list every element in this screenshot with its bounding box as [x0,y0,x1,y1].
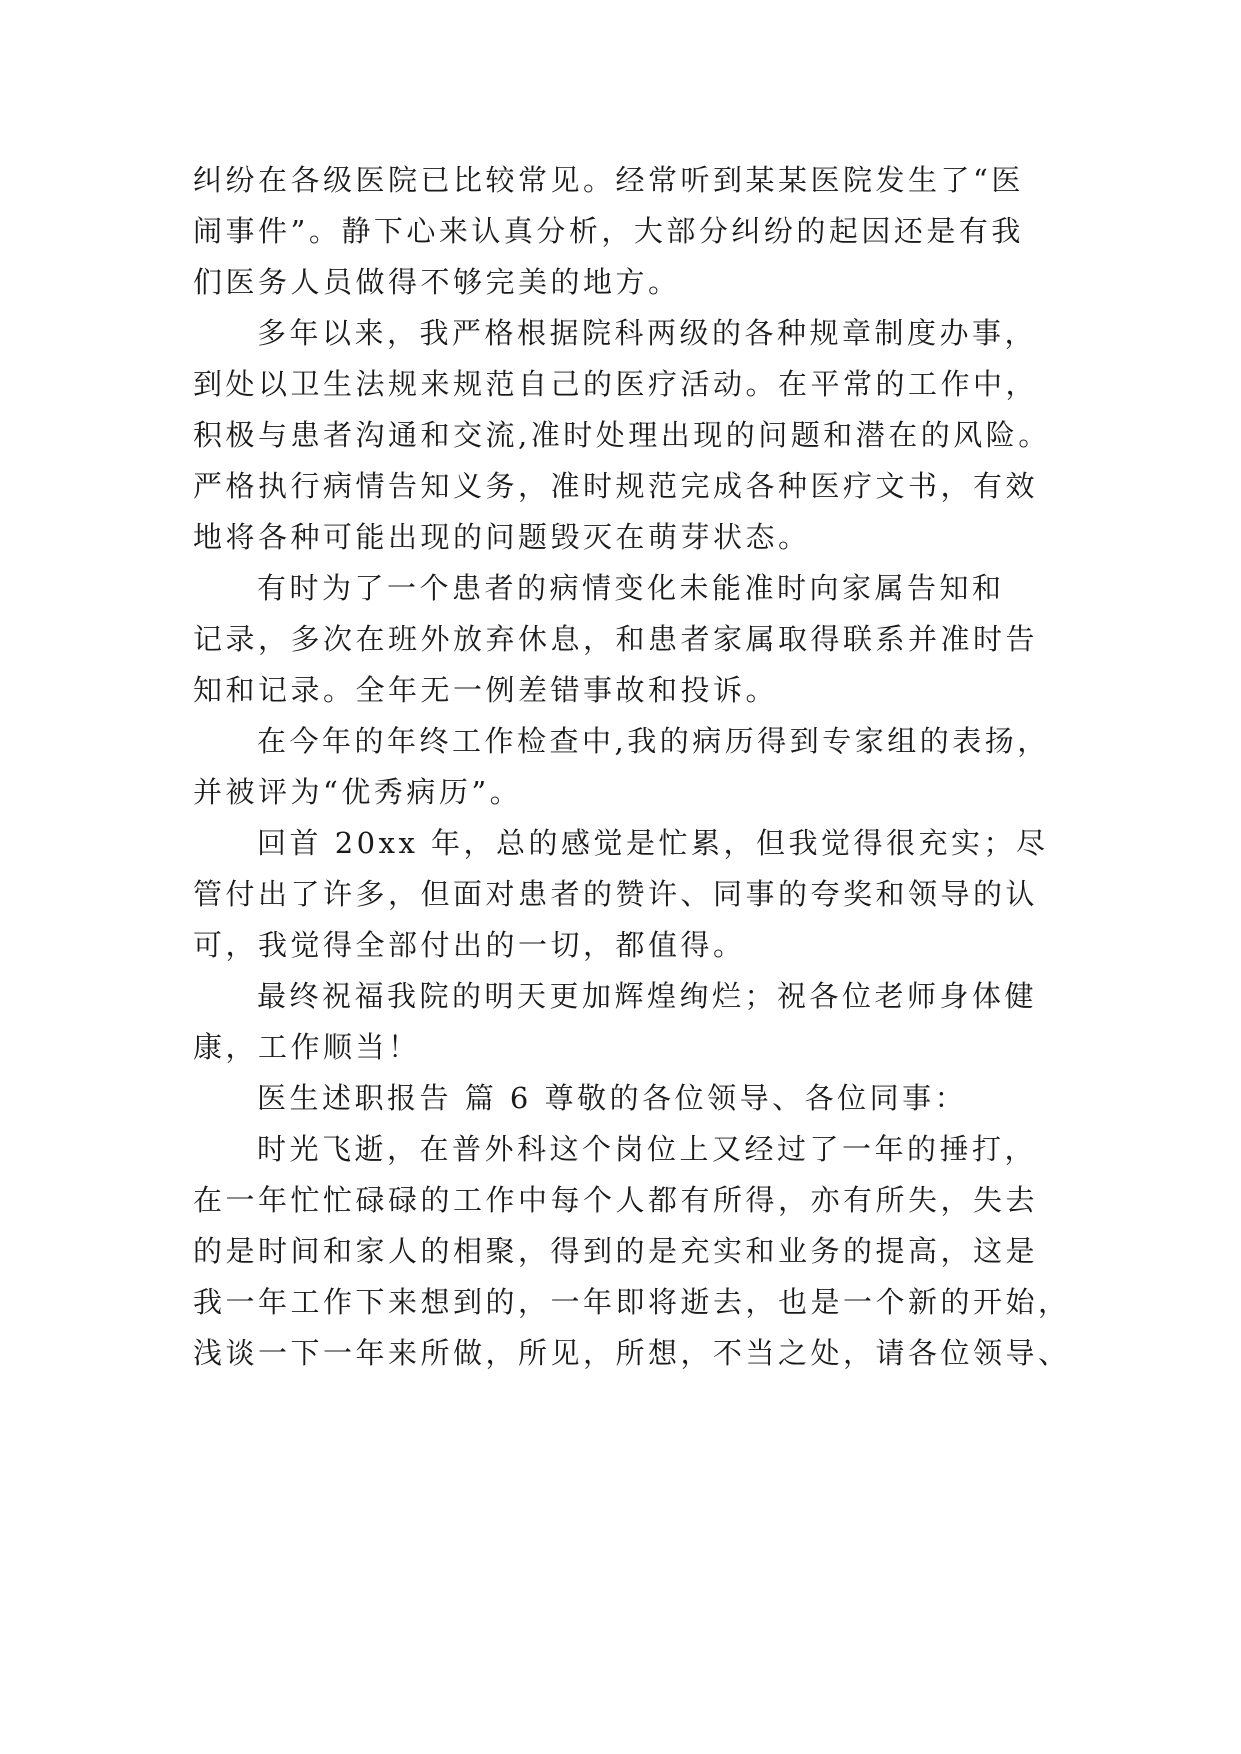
text-line: 在今年的年终工作检查中,我的病历得到专家组的表扬， [257,724,1050,758]
text-line: 回首 20xx 年，总的感觉是忙累，但我觉得很充实；尽 [257,826,1049,860]
text-line: 多年以来，我严格根据院科两级的各种规章制度办事， [257,316,1038,350]
text-line: 知和记录。全年无一例差错事故和投诉。 [193,673,779,707]
text-line: 浅谈一下一年来所做，所见，所想，不当之处，请各位领导、 [193,1336,1071,1370]
text-line: 有时为了一个患者的病情变化未能准时向家属告知和 [257,571,1005,605]
text-line: 的是时间和家人的相聚，得到的是充实和业务的提高，这是 [193,1234,1039,1268]
text-line: 并被评为“优秀病历”。 [193,775,523,809]
text-line: 闹事件”。静下心来认真分析，大部分纠纷的起因还是有我 [193,214,1024,248]
text-line: 严格执行病情告知义务，准时规范完成各种医疗文书，有效 [193,469,1039,503]
text-line: 在一年忙忙碌碌的工作中每个人都有所得，亦有所失，失去 [193,1183,1039,1217]
text-line: 管付出了许多，但面对患者的赞许、同事的夸奖和领导的认 [193,877,1039,911]
text-line: 可，我觉得全部付出的一切，都值得。 [193,928,746,962]
text-line: 康，工作顺当！ [193,1030,421,1064]
text-line: 地将各种可能出现的问题毁灭在萌芽状态。 [193,520,811,554]
text-line: 纠纷在各级医院已比较常见。经常听到某某医院发生了“医 [193,163,1024,197]
text-line: 到处以卫生法规来规范自己的医疗活动。在平常的工作中， [193,367,1039,401]
text-line: 最终祝福我院的明天更加辉煌绚烂；祝各位老师身体健 [257,979,1038,1013]
text-line: 们医务人员做得不够完美的地方。 [193,265,681,299]
text-line: 记录，多次在班外放弃休息，和患者家属取得联系并准时告 [193,622,1039,656]
section-heading: 医生述职报告 篇 6 尊敬的各位领导、各位同事： [257,1081,968,1115]
text-line: 积极与患者沟通和交流,准时处理出现的问题和潜在的风险。 [193,418,1051,452]
text-line: 时光飞逝，在普外科这个岗位上又经过了一年的捶打， [257,1132,1038,1166]
text-line: 我一年工作下来想到的，一年即将逝去，也是一个新的开始， [193,1285,1071,1319]
